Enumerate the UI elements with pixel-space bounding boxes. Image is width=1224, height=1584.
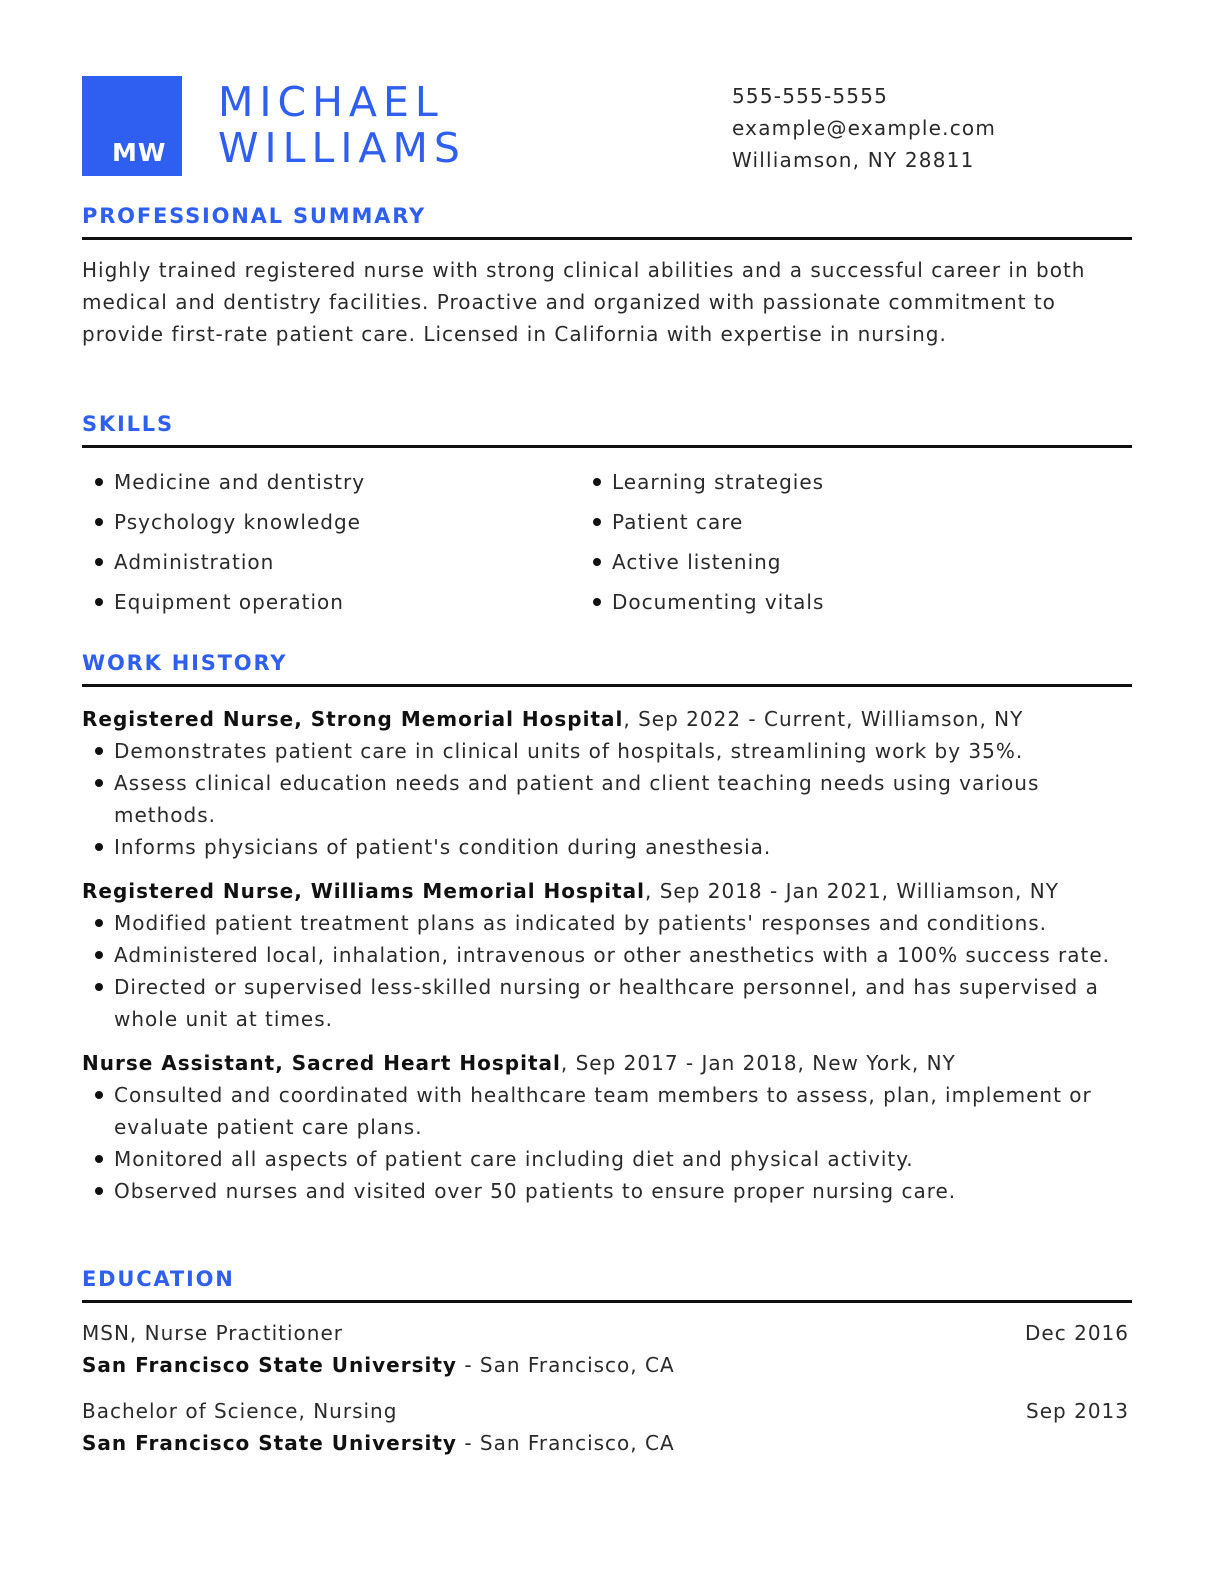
job-employer: Williams Memorial Hospital xyxy=(310,879,645,903)
skill-item: Equipment operation xyxy=(82,582,580,622)
email: example@example.com xyxy=(732,116,997,140)
job-bullet: Directed or supervised less-skilled nursing or healthcare personnel, and has supervised a whole unit at times. xyxy=(82,971,1132,1035)
job-bullet: Consulted and coordinated with healthcare team members to assess, plan, implement or evaluate patient care plans. xyxy=(82,1079,1132,1143)
school-place: - San Francisco, CA xyxy=(456,1431,675,1455)
job-role: Registered Nurse xyxy=(82,879,295,903)
job-heading: Nurse Assistant, Sacred Heart Hospital, Sep 2017 - Jan 2018, New York, NY xyxy=(82,1051,956,1075)
school-name: San Francisco State University xyxy=(82,1353,457,1377)
skill-item: Administration xyxy=(82,542,580,582)
job-details: , Sep 2022 - Current, Williamson, NY xyxy=(623,707,1024,731)
skills-section xyxy=(82,412,1132,622)
resume-header xyxy=(82,76,1132,176)
skill-item: Learning strategies xyxy=(580,462,1078,502)
job-heading: Registered Nurse, Williams Memorial Hospital, Sep 2018 - Jan 2021, Williamson, NY xyxy=(82,879,1059,903)
job-bullet: Modified patient treatment plans as indicated by patients' responses and conditions. xyxy=(82,907,1132,939)
job-details: , Sep 2017 - Jan 2018, New York, NY xyxy=(560,1051,956,1075)
job-role: Nurse Assistant xyxy=(82,1051,276,1075)
job-bullet: Demonstrates patient care in clinical units of hospitals, streamlining work by 35%. xyxy=(82,735,1132,767)
job-details: , Sep 2018 - Jan 2021, Williamson, NY xyxy=(644,879,1059,903)
skill-item: Medicine and dentistry xyxy=(82,462,580,502)
last-name: WILLIAMS xyxy=(218,124,466,172)
first-name: MICHAEL xyxy=(218,78,444,126)
location: Williamson, NY 28811 xyxy=(732,148,975,172)
skills-column-right xyxy=(580,462,1078,622)
skill-item: Active listening xyxy=(580,542,1078,582)
job-entry xyxy=(82,703,1132,863)
job-bullets xyxy=(82,1079,1132,1207)
job-bullets xyxy=(82,735,1132,863)
school-place: - San Francisco, CA xyxy=(456,1353,675,1377)
job-entry xyxy=(82,875,1132,1035)
education-entry xyxy=(82,1317,1132,1381)
monogram-badge xyxy=(82,76,182,176)
education-entry xyxy=(82,1395,1132,1459)
job-role: Registered Nurse xyxy=(82,707,295,731)
school-line xyxy=(82,1349,1132,1381)
job-bullets xyxy=(82,907,1132,1035)
monogram-initials: MW xyxy=(112,138,167,167)
graduation-date: Dec 2016 xyxy=(1025,1321,1129,1345)
resume-page xyxy=(82,76,1132,1455)
job-employer: Strong Memorial Hospital xyxy=(310,707,624,731)
skills-column-left xyxy=(82,462,580,622)
job-bullet: Administered local, inhalation, intravenous or other anesthetics with a 100% success rate. xyxy=(82,939,1132,971)
school-line xyxy=(82,1427,1132,1459)
education-title: EDUCATION xyxy=(82,1267,1132,1303)
phone: 555-555-5555 xyxy=(732,84,889,108)
skills-title: SKILLS xyxy=(82,412,1132,448)
job-bullet: Monitored all aspects of patient care including diet and physical activity. xyxy=(82,1143,1132,1175)
work-history-section xyxy=(82,651,1132,1207)
skill-item: Documenting vitals xyxy=(580,582,1078,622)
job-bullet: Assess clinical education needs and patient and client teaching needs using various methods. xyxy=(82,767,1132,831)
candidate-name xyxy=(218,79,466,171)
summary-title: PROFESSIONAL SUMMARY xyxy=(82,204,1132,240)
skill-item: Psychology knowledge xyxy=(82,502,580,542)
education-section xyxy=(82,1267,1132,1459)
graduation-date: Sep 2013 xyxy=(1026,1399,1129,1423)
job-bullet: Observed nurses and visited over 50 patients to ensure proper nursing care. xyxy=(82,1175,1132,1207)
degree: MSN, Nurse Practitioner xyxy=(82,1321,343,1345)
job-entry xyxy=(82,1047,1132,1207)
job-heading: Registered Nurse, Strong Memorial Hospital, Sep 2022 - Current, Williamson, NY xyxy=(82,707,1024,731)
summary-section xyxy=(82,204,1132,350)
job-employer: Sacred Heart Hospital xyxy=(291,1051,561,1075)
degree: Bachelor of Science, Nursing xyxy=(82,1399,398,1423)
skill-item: Patient care xyxy=(580,502,1078,542)
skills-grid xyxy=(82,462,1132,622)
school-name: San Francisco State University xyxy=(82,1431,457,1455)
summary-text: Highly trained registered nurse with strong clinical abilities and a successful career in both medical and dentistry facilities. Proactive and organized with passionate commitment to provide first-rate patient care. Licensed in California with expertise in nursing. xyxy=(82,258,1086,346)
job-bullet: Informs physicians of patient's condition during anesthesia. xyxy=(82,831,1132,863)
work-history-title: WORK HISTORY xyxy=(82,651,1132,687)
contact-info xyxy=(732,80,996,176)
